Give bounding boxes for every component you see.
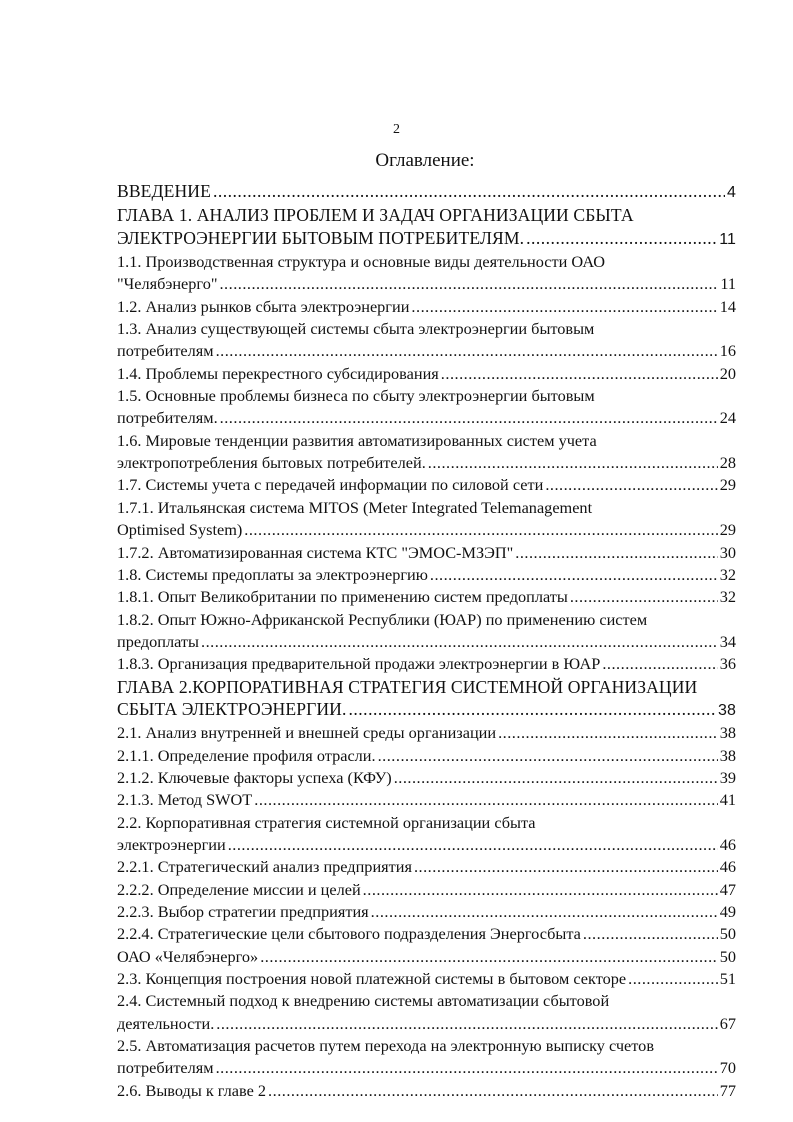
toc-page-number: 46 [719, 857, 736, 877]
dot-leader [220, 407, 718, 429]
toc-page-number: 14 [719, 296, 736, 316]
page-number: 2 [393, 122, 400, 137]
toc-entry [117, 296, 736, 318]
toc-entry-text: ГЛАВА 1. АНАЛИЗ ПРОБЛЕМ И ЗАДАЧ ОРГАНИЗАЦИИ СБЫТА [117, 205, 634, 226]
dot-leader [515, 542, 717, 564]
toc-entry [117, 542, 736, 564]
toc-entry [117, 474, 736, 496]
toc-entry-text: 2.1. Анализ внутренней и внешней среды организации [117, 723, 497, 743]
toc-entry-text: потребителям. [117, 408, 218, 428]
toc-entry [117, 745, 736, 767]
toc-entry-text: 2.2.3. Выбор стратегии предприятия [117, 902, 369, 921]
toc-page-number: 67 [719, 1013, 736, 1033]
dot-leader [216, 1013, 717, 1035]
toc-entry [117, 609, 736, 654]
toc-entry-text: 1.5. Основные проблемы бизнеса по сбыту электроэнергии бытовым [117, 386, 595, 406]
toc-page-number: 38 [719, 723, 736, 743]
toc-entry [117, 586, 736, 608]
dot-leader [260, 946, 718, 968]
toc-entry [117, 564, 736, 586]
toc-page-number: 29 [719, 475, 736, 495]
dot-leader [411, 296, 717, 318]
toc-entry-text: 1.8.2. Опыт Южно-Африканской Республики (ЮАР) по применению систем [117, 609, 648, 629]
toc-entry-text: 2.2. Корпоративная стратегия системной организации сбыта [117, 812, 536, 832]
toc-entry-text: 2.6. Выводы к главе 2 [117, 1080, 267, 1100]
dot-leader [216, 340, 718, 362]
toc-page-number: 34 [719, 631, 736, 651]
dot-leader [602, 653, 717, 675]
toc-page-number: 50 [719, 924, 736, 944]
toc-entry [117, 789, 736, 811]
dot-leader [348, 698, 716, 720]
toc-entry [117, 204, 736, 251]
toc-page-number: 28 [719, 453, 736, 473]
toc-page-number: 4 [727, 184, 736, 201]
toc-entry-text: 2.1.2. Ключевые факторы успеха (КФУ) [117, 767, 392, 787]
toc-page-number: 20 [719, 363, 736, 383]
toc-entry-text: ОАО «Челябэнерго» [117, 946, 259, 966]
toc-entry-text: "Челябэнерго" [117, 274, 218, 294]
toc-entry-text: электропотребления бытовых потребителей. [117, 453, 426, 473]
toc-page-number: 38 [718, 701, 736, 719]
dot-leader [441, 363, 718, 385]
toc-page-number: 32 [719, 564, 736, 584]
toc-page-number: 51 [719, 969, 736, 989]
toc-entry-text: потребителям [117, 341, 214, 361]
dot-leader [268, 1080, 718, 1102]
toc-entry [117, 901, 736, 923]
toc-entry-text: 1.8.1. Опыт Великобритании по применению систем предоплаты [117, 587, 568, 607]
toc-entry [117, 1035, 736, 1080]
toc-entry-text: предоплаты [117, 631, 199, 651]
dot-leader [216, 1057, 718, 1079]
toc-page-number: 11 [720, 274, 736, 294]
toc-entry-text: 1.3. Анализ существующей системы сбыта электроэнергии бытовым [117, 319, 595, 339]
toc-page-number: 11 [719, 230, 736, 248]
toc-entry-text: 2.2.2. Определение миссии и целей [117, 879, 361, 899]
dot-leader [498, 722, 718, 744]
toc-entry-text: 2.5. Автоматизация расчетов путем перехода на электронную выписку счетов [117, 1036, 655, 1056]
dot-leader [583, 923, 718, 945]
dot-leader [371, 901, 718, 923]
dot-leader [628, 968, 718, 990]
dot-leader [219, 273, 718, 295]
toc-entry [117, 363, 736, 385]
toc-entry [117, 251, 736, 296]
toc-entry-text: 1.7.1. Итальянская система MITOS (Meter Integrated Telemanagement [117, 497, 593, 517]
toc-page-number: 36 [719, 654, 736, 674]
dot-leader [526, 227, 717, 249]
dot-leader [570, 586, 718, 608]
toc-entry [117, 879, 736, 901]
toc-page-number: 39 [719, 767, 736, 787]
dot-leader [201, 631, 718, 653]
dot-leader [394, 767, 718, 789]
toc-entry-text: 2.3. Концепция построения новой платежной системы в бытовом секторе [117, 969, 627, 989]
toc-page-number: 41 [719, 790, 736, 810]
toc-entry [117, 990, 736, 1035]
toc-entry [117, 856, 736, 878]
toc-page-number: 29 [719, 520, 736, 540]
toc-page-number: 70 [719, 1058, 736, 1078]
toc-entry [117, 318, 736, 363]
toc-entry-text: ЭЛЕКТРОЭНЕРГИИ БЫТОВЫМ ПОТРЕБИТЕЛЯМ. [117, 227, 525, 248]
toc-entry-text: 1.8.3. Организация предварительной продажи электроэнергии в ЮАР [117, 654, 601, 674]
dot-leader [228, 834, 718, 856]
toc-entry-text: 2.4. Системный подход к внедрению системы автоматизации сбытовой [117, 991, 610, 1011]
toc-entry-text: 1.8. Системы предоплаты за электроэнергию [117, 564, 428, 584]
toc-entry [117, 968, 736, 990]
toc-entry [117, 1080, 736, 1102]
toc-entry-text: СБЫТА ЭЛЕКТРОЭНЕРГИИ. [117, 698, 347, 719]
toc-page-number: 16 [719, 341, 736, 361]
toc-entry [117, 676, 736, 723]
toc-entry-text: 1.1. Производственная структура и основные виды деятельности ОАО [117, 252, 606, 272]
toc-entry [117, 430, 736, 475]
toc-entry [117, 923, 736, 945]
toc-entry-text: 1.7. Системы учета с передачей информации по силовой сети [117, 475, 544, 495]
toc-entry-text: 2.2.4. Стратегические цели сбытового подразделения Энергосбыта [117, 924, 581, 944]
dot-leader [254, 789, 717, 811]
toc-entry [117, 497, 736, 542]
dot-leader [428, 452, 718, 474]
toc-entry-text: ГЛАВА 2.КОРПОРАТИВНАЯ СТРАТЕГИЯ СИСТЕМНОЙ ОРГАНИЗАЦИИ [117, 676, 698, 697]
toc-page-number: 47 [719, 879, 736, 899]
dot-leader [213, 180, 725, 202]
dot-leader [244, 519, 717, 541]
toc-title: Оглавление: [375, 150, 475, 171]
toc-entry-text: 2.2.1. Стратегический анализ предприятия [117, 857, 412, 877]
toc-entry-text: 2.1.3. Метод SWOT [117, 790, 253, 810]
toc-page-number: 46 [719, 834, 736, 854]
toc-entry [117, 385, 736, 430]
toc-entry [117, 180, 736, 204]
toc-page-number: 77 [719, 1080, 736, 1100]
toc-page-number: 30 [719, 542, 736, 562]
toc-entry-text: 1.4. Проблемы перекрестного субсидирования [117, 363, 439, 383]
toc-entry-text: ВВЕДЕНИЕ [117, 181, 211, 201]
toc-entry [117, 653, 736, 675]
toc-entry-text: электроэнергии [117, 834, 226, 854]
toc-entry-text: деятельности. [117, 1013, 215, 1033]
toc-page-number: 49 [719, 902, 736, 921]
toc-entry-text: Optimised System) [117, 520, 243, 540]
toc-entry-text: 1.7.2. Автоматизированная система КТС "ЭМОС-МЗЭП" [117, 542, 514, 562]
dot-leader [378, 745, 718, 767]
toc-entry [117, 767, 736, 789]
dot-leader [430, 564, 718, 586]
table-of-contents [117, 180, 736, 1102]
toc-entry [117, 946, 736, 968]
toc-entry [117, 722, 736, 744]
toc-entry-text: потребителям [117, 1058, 214, 1078]
dot-leader [363, 879, 718, 901]
dot-leader [545, 474, 717, 496]
toc-entry-text: 2.1.1. Определение профиля отрасли. [117, 745, 376, 765]
toc-page-number: 32 [719, 587, 736, 607]
toc-entry [117, 812, 736, 857]
toc-page-number: 50 [719, 946, 736, 966]
toc-entry-text: 1.2. Анализ рынков сбыта электроэнергии [117, 296, 410, 316]
dot-leader [414, 856, 718, 878]
toc-page-number: 24 [719, 408, 736, 428]
toc-entry-text: 1.6. Мировые тенденции развития автоматизированных систем учета [117, 430, 597, 450]
toc-page-number: 38 [719, 745, 736, 765]
